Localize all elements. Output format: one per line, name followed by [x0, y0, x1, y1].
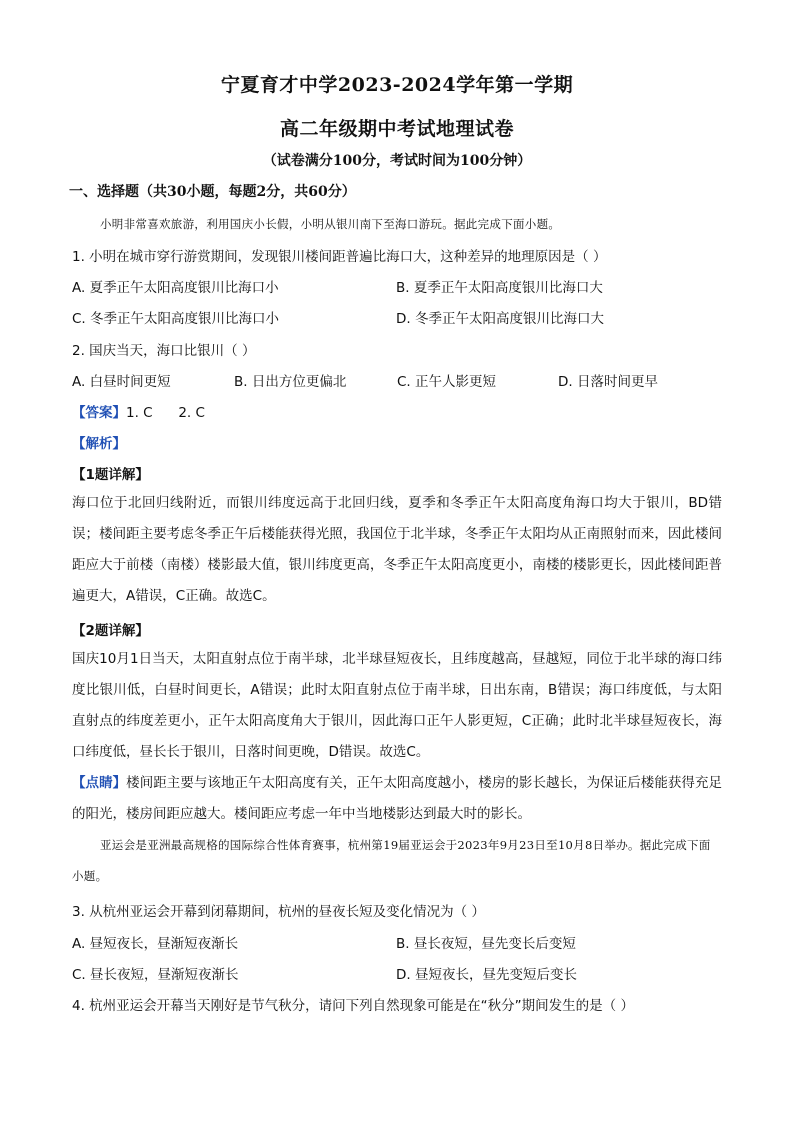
question-2-option-b: B. 日出方位更偏北	[234, 374, 347, 390]
question-3-option-b: B. 昼长夜短，昼先变长后变短	[396, 936, 576, 952]
analysis-label: 【解析】	[72, 436, 126, 452]
tip-label: 【点睛】	[72, 775, 127, 791]
question-3-option-d: D. 昼短夜长，昼先变短后变长	[396, 967, 577, 983]
detail-1-label: 【1题详解】	[72, 467, 149, 483]
answer-text: 1. C 2. C	[126, 405, 205, 421]
question-3-option-a: A. 昼短夜长，昼渐短夜渐长	[72, 936, 239, 952]
question-3-option-c: C. 昼长夜短，昼渐短夜渐长	[72, 967, 239, 983]
question-1-option-d: D. 冬季正午太阳高度银川比海口大	[396, 311, 604, 327]
question-1-option-b: B. 夏季正午太阳高度银川比海口大	[396, 280, 603, 296]
tip-block	[72, 768, 722, 830]
answer-label: 【答案】	[72, 405, 126, 421]
question-1-stem: 1. 小明在城市穿行游赏期间，发现银川楼间距普遍比海口大，这种差异的地理原因是（ ）	[72, 249, 607, 265]
question-2-option-d: D. 日落时间更早	[558, 374, 658, 390]
question-2-option-c: C. 正午人影更短	[397, 374, 497, 390]
question-4-stem: 4. 杭州亚运会开幕当天刚好是节气秋分，请问下列自然现象可能是在“秋分”期间发生的是（ ）	[72, 998, 634, 1014]
exam-subtitle: （试卷满分100分，考试时间为100分钟）	[262, 153, 532, 169]
answer-line	[72, 401, 205, 421]
material-intro-2: 亚运会是亚洲最高规格的国际综合性体育赛事，杭州第19届亚运会于2023年9月23日至10月8日举办。据此完成下面小题。	[72, 838, 711, 883]
section-heading: 一、选择题（共30小题，每题2分，共60分）	[69, 184, 356, 200]
question-2-option-a: A. 白昼时间更短	[72, 374, 171, 390]
question-1-option-a: A. 夏季正午太阳高度银川比海口小	[72, 280, 279, 296]
detail-2-text: 国庆10月1日当天，太阳直射点位于南半球，北半球昼短夜长，且纬度越高，昼越短，同位于北半球的海口纬度比银川低，白昼时间更长，A错误；此时太阳直射点位于南半球，日出东南，B错误；海口纬度低，与太阳直射点的纬度差更小，正午太阳高度角大于银川，因此海口正午人影更短，C正确；此时北半球昼短夜长，海口纬度低，昼长长于银川，日落时间更晚，D错误。故选C。	[72, 651, 722, 760]
tip-text: 楼间距主要与该地正午太阳高度有关，正午太阳高度越小，楼房的影长越长，为保证后楼能获得充足的阳光，楼房间距应越大。楼间距应考虑一年中当地楼影达到最大时的影长。	[72, 775, 723, 822]
detail-1-text: 海口位于北回归线附近，而银川纬度远高于北回归线，夏季和冬季正午太阳高度角海口均大于银川，BD错误；楼间距主要考虑冬季正午后楼能获得光照，我国位于北半球，冬季正午太阳均从正南照射而来，因此楼间距应大于前楼（南楼）楼影最大值，银川纬度更高，冬季正午太阳高度更小，南楼的楼影更长，因此楼间距普遍更大，A错误，C正确。故选C。	[72, 495, 722, 604]
exam-title-school: 宁夏育才中学2023-2024学年第一学期	[220, 74, 574, 96]
question-2-stem: 2. 国庆当天，海口比银川（ ）	[72, 343, 256, 359]
material-intro-1: 小明非常喜欢旅游，利用国庆小长假，小明从银川南下至海口游玩。据此完成下面小题。	[100, 217, 561, 231]
exam-title-subject: 高二年级期中考试地理试卷	[279, 118, 514, 140]
detail-2-label: 【2题详解】	[72, 623, 149, 639]
question-1-option-c: C. 冬季正午太阳高度银川比海口小	[72, 311, 280, 327]
question-3-stem: 3. 从杭州亚运会开幕到闭幕期间，杭州的昼夜长短及变化情况为（ ）	[72, 904, 485, 920]
